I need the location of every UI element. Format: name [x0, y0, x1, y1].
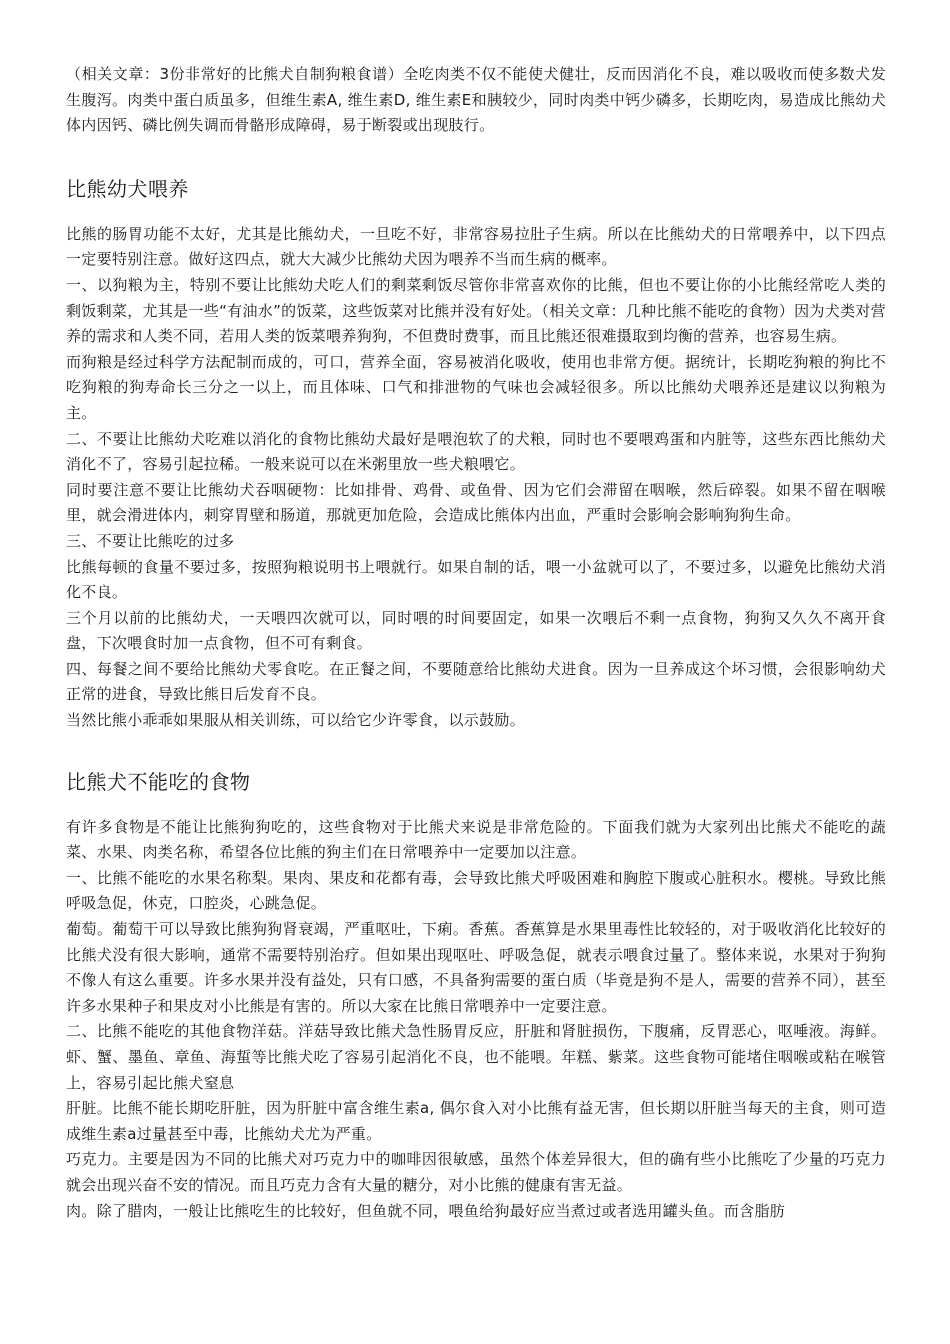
body-paragraph: 肝脏。比熊不能长期吃肝脏，因为肝脏中富含维生素a, 偶尔食入对小比熊有益无害，但长期以肝脏当每天的主食，则可造成维生素a过量甚至中毒，比熊幼犬尤为严重。 — [66, 1099, 886, 1143]
intro-paragraph: （相关文章：3份非常好的比熊犬自制狗粮食谱）全吃肉类不仅不能使犬健壮，反而因消化不良，难以吸收而使多数犬发生腹泻。肉类中蛋白质虽多，但维生素A, 维生素D, 维生素E和胰较少，同时肉类中钙少磷多，长期吃肉，易造成比熊幼犬体内因钙、磷比例失调而骨骼形成障碍，易于断裂或出现肢行。 — [66, 65, 886, 135]
section-puppy-feeding — [66, 174, 886, 734]
body-paragraph: 同时要注意不要让比熊幼犬吞咽硬物：比如排骨、鸡骨、或鱼骨、因为它们会滞留在咽喉，然后碎裂。如果不留在咽喉里，就会滑进体内，刺穿胃壁和肠道，那就更加危险，会造成比熊体内出血，严重时会影响会影响狗狗生命。 — [66, 480, 886, 525]
section-forbidden-foods — [66, 767, 886, 1225]
body-paragraph: 葡萄。葡萄干可以导致比熊狗狗肾衰竭，严重呕吐，下痢。香蕉。香蕉算是水果里毒性比较轻的，对于吸收消化比较好的比熊犬没有很大影响，通常不需要特别治疗。但如果出现呕吐、呼吸急促，就表示喂食过量了。整体来说，水果对于狗狗不像人有这么重要。许多水果并没有益处，只有口感，不具备狗需要的蛋白质（毕竟是狗不是人，需要的营养不同），甚至许多水果种子和果皮对小比熊是有害的。所以大家在比熊日常喂养中一定要注意。 — [66, 920, 886, 1015]
body-paragraph: 肉。除了腊肉，一般让比熊吃生的比较好，但鱼就不同，喂鱼给狗最好应当煮过或者选用罐头鱼。而含脂肪 — [66, 1201, 786, 1220]
body-paragraph: 一、以狗粮为主，特别不要让比熊幼犬吃人们的剩菜剩饭尽管你非常喜欢你的比熊，但也不要让你的小比熊经常吃人类的剩饭剩菜，尤其是一些“有油水”的饭菜，这些饭菜对比熊并没有好处。（相关文章：几种比熊不能吃的食物）因为犬类对营养的需求和人类不同，若用人类的饭菜喂养狗狗，不但费时费事，而且比熊还很难摄取到均衡的营养，也容易生病。 — [66, 275, 886, 346]
body-paragraph: 三、不要让比熊吃的过多 — [66, 531, 235, 550]
body-paragraph: 比熊每顿的食量不要过多，按照狗粮说明书上喂就行。如果自制的话，喂一小盆就可以了，不要过多，以避免比熊幼犬消化不良。 — [66, 557, 886, 602]
body-paragraph: 一、比熊不能吃的水果名称梨。果肉、果皮和花都有毒，会导致比熊犬呼吸困难和胸腔下腹或心脏积水。樱桃。导致比熊呼吸急促，休克，口腔炎，心跳急促。 — [66, 868, 886, 913]
body-paragraph: 四、每餐之间不要给比熊幼犬零食吃。在正餐之间，不要随意给比熊幼犬进食。因为一旦养成这个坏习惯，会很影响幼犬正常的进食，导致比熊日后发育不良。 — [66, 659, 886, 704]
body-paragraph: 当然比熊小乖乖如果服从相关训练，可以给它少许零食，以示鼓励。 — [66, 711, 526, 730]
body-paragraph: 而狗粮是经过科学方法配制而成的，可口，营养全面，容易被消化吸收，使用也非常方便。据统计，长期吃狗粮的狗比不吃狗粮的狗寿命长三分之一以上，而且体味、口气和排泄物的气味也会减轻很多。所以比熊幼犬喂养还是建议以狗粮为主。 — [66, 352, 886, 422]
section-heading: 比熊犬不能吃的食物 — [66, 769, 251, 794]
body-paragraph: 比熊的肠胃功能不太好，尤其是比熊幼犬，一旦吃不好，非常容易拉肚子生病。所以在比熊幼犬的日常喂养中，以下四点一定要特别注意。做好这四点，就大大减少比熊幼犬因为喂养不当而生病的概率。 — [66, 224, 886, 269]
body-paragraph: 二、不要让比熊幼犬吃难以消化的食物比熊幼犬最好是喂泡软了的犬粮，同时也不要喂鸡蛋和内脏等，这些东西比熊幼犬消化不了，容易引起拉稀。一般来说可以在米粥里放一些犬粮喂它。 — [66, 429, 886, 474]
body-paragraph: 二、比熊不能吃的其他食物洋菇。洋菇导致比熊犬急性肠胃反应，肝脏和肾脏损伤，下腹痛，反胃恶心，呕唾液。海鲜。虾、蟹、墨鱼、章鱼、海蜇等比熊犬吃了容易引起消化不良，也不能喂。年糕、紫菜。这些食物可能堵住咽喉或粘在喉管上，容易引起比熊犬窒息 — [66, 1022, 886, 1092]
section-heading: 比熊幼犬喂养 — [66, 176, 189, 201]
document-page — [66, 62, 886, 1257]
body-paragraph: 三个月以前的比熊幼犬，一天喂四次就可以，同时喂的时间要固定，如果一次喂后不剩一点食物，狗狗又久久不离开食盘，下次喂食时加一点食物，但不可有剩食。 — [66, 608, 886, 653]
body-paragraph: 有许多食物是不能让比熊狗狗吃的，这些食物对于比熊犬来说是非常危险的。下面我们就为大家列出比熊犬不能吃的蔬菜、水果、肉类名称，希望各位比熊的狗主们在日常喂养中一定要加以注意。 — [66, 817, 886, 862]
body-paragraph: 巧克力。主要是因为不同的比熊犬对巧克力中的咖啡因很敏感，虽然个体差异很大，但的确有些小比熊吃了少量的巧克力就会出现兴奋不安的情况。而且巧克力含有大量的糖分，对小比熊的健康有害无益。 — [66, 1150, 886, 1194]
